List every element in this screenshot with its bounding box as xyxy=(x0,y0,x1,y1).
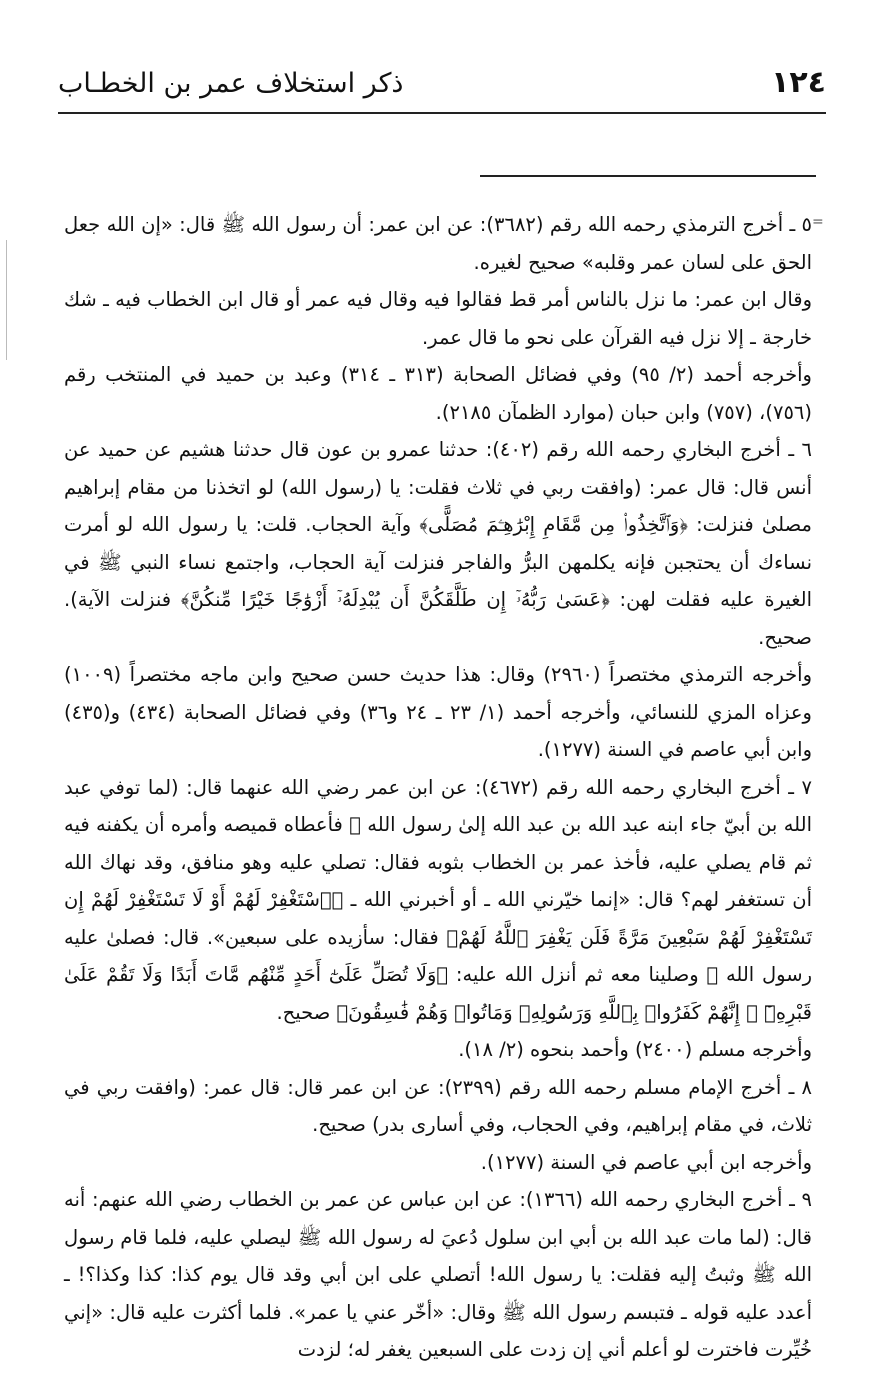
page-number: ١٢٤ xyxy=(771,65,826,100)
footnote-9: ٩ ـ أخرج البخاري رحمه الله (١٣٦٦): عن ابن عباس عن عمر بن الخطاب رضي الله عنهم: أنه قال: (لما مات عبد الله بن أبي ابن سلول دُعيَ له رسول الله ﷺ ليصلي عليه، فلما قام رسول الله ﷺ وثبتُ إليه فقلت: يا رسول الله! أتصلي على ابن أبي وقد قال يوم كذا: كذا وكذا؟! ـ أعدد عليه قوله ـ فتبسم رسول الله ﷺ وقال: «أخّر عني يا عمر». فلما أكثرت عليه قال: «إني خُيِّرت فاخترت لو أعلم أني إن زدت على السبعين يغفر له؛ لزدت xyxy=(64,1188,812,1361)
margin-mark: = xyxy=(812,214,824,230)
footnote-8: ٨ ـ أخرج الإمام مسلم رحمه الله رقم (٢٣٩٩): عن ابن عمر قال: قال عمر: (وافقت ربي في ثلاث، في مقام إبراهيم، وفي الحجاب، وفي أسارى بدر) صحيح. xyxy=(64,1075,812,1136)
footnote-6-takhrij: وأخرجه الترمذي مختصراً (٢٩٦٠) وقال: هذا حديث حسن صحيح وابن ماجه مختصراً (١٠٠٩) وعزاه المزي للنسائي، وأخرجه أحمد (١/ ٢٣ ـ ٢٤ و٣٦) وفي فضائل الصحابة (٤٣٤) و(٤٣٥) وابن أبي عاصم في السنة (١٢٧٧). xyxy=(64,663,812,761)
running-title: ذكر استخلاف عمر بن الخطـاب xyxy=(58,68,404,99)
footnote-5-takhrij: وأخرجه أحمد (٢/ ٩٥) وفي فضائل الصحابة (٣١٣ ـ ٣١٤) وعبد بن حميد في المنتخب رقم (٧٥٦)، (٧٥٧) وابن حبان (موارد الظمآن ٢١٨٥). xyxy=(64,363,812,424)
footnote-separator xyxy=(480,175,816,177)
footnote-8-takhrij: وأخرجه ابن أبي عاصم في السنة (١٢٧٧). xyxy=(480,1150,812,1174)
footnote-7-takhrij: وأخرجه مسلم (٢٤٠٠) وأحمد بنحوه (٢/ ١٨). xyxy=(458,1038,812,1061)
page-header xyxy=(58,62,826,114)
footnote-5-ibn-umar: وقال ابن عمر: ما نزل بالناس أمر قط فقالوا فيه وقال فيه عمر أو قال ابن الخطاب فيه ـ شك خارجة ـ إلا نزل فيه القرآن على نحو ما قال عمر. xyxy=(64,288,812,349)
footnote-7: ٧ ـ أخرج البخاري رحمه الله رقم (٤٦٧٢): عن ابن عمر رضي الله عنهما قال: (لما توفي عبد الله بن أبيّ جاء ابنه عبد الله بن عبد الله إلىٰ رسول الله ﷺ فأعطاه قميصه وأمره أن يكفنه فيه ثم قام يصلي عليه، فأخذ عمر بن الخطاب بثوبه فقال: تصلي عليه وهو منافق، وقد نهاك الله أن تستغفر لهم؟ قال: «إنما خيّرني الله ـ أو أخبرني الله ـ ﴿ٱسْتَغْفِرْ لَهُمْ أَوْ لَا تَسْتَغْفِرْ لَهُمْ إِن تَسْتَغْفِرْ لَهُمْ سَبْعِينَ مَرَّةً فَلَن يَغْفِرَ ٱللَّهُ لَهُمْ﴾ فقال: سأزيده على سبعين». قال: فصلىٰ عليه رسول الله ﷺ وصلينا معه ثم أنزل الله عليه: ﴿وَلَا تُصَلِّ عَلَىٰٓ أَحَدٍ مِّنْهُم مَّاتَ أَبَدًا وَلَا تَقُمْ عَلَىٰ قَبْرِهِۦٓ ۖ إِنَّهُمْ كَفَرُوا۟ بِٱللَّهِ وَرَسُولِهِۦ وَمَاتُوا۟ وَهُمْ فَٰسِقُونَ﴾ صحيح. xyxy=(64,775,812,1024)
footnotes-body xyxy=(64,206,812,1369)
footnote-6: ٦ ـ أخرج البخاري رحمه الله رقم (٤٠٢): حدثنا عمرو بن عون قال حدثنا هشيم عن حميد عن أنس قال: قال عمر: (وافقت ربي في ثلاث فقلت: يا (رسول الله) لو اتخذنا من مقام إبراهيم مصلىٰ فنزلت: ﴿وَٱتَّخِذُوا۟ مِن مَّقَامِ إِبْرَٰهِـۧمَ مُصَلًّى﴾ وآية الحجاب. قلت: يا رسول الله لو أمرت نساءك أن يحتجبن فإنه يكلمهن البرُّ والفاجر فنزلت آية الحجاب، واجتمع نساء النبي ﷺ في الغيرة عليه فقلت لهن: ﴿عَسَىٰ رَبُّهُۥٓ إِن طَلَّقَكُنَّ أَن يُبْدِلَهُۥٓ أَزْوَٰجًا خَيْرًا مِّنكُنَّ﴾ فنزلت الآية). صحيح. xyxy=(64,438,812,649)
binding-edge-line xyxy=(6,240,7,360)
footnote-5: ٥ ـ أخرج الترمذي رحمه الله رقم (٣٦٨٢): عن ابن عمر: أن رسول الله ﷺ قال: «إن الله جعل الحق على لسان عمر وقلبه» صحيح لغيره. xyxy=(64,213,812,274)
